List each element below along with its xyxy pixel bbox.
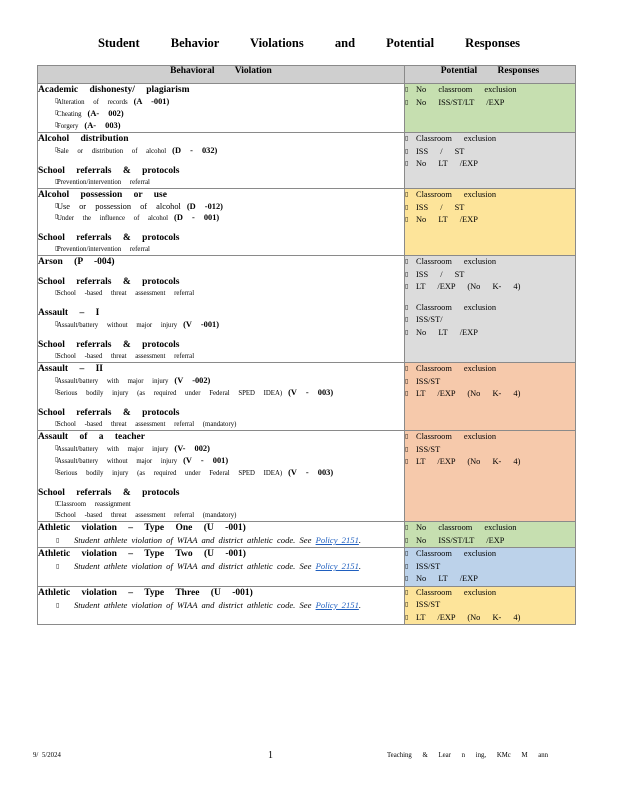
violation-item-text: Use or possession of alcohol [57, 202, 181, 211]
violation-item [38, 419, 404, 430]
violation-code: (V- 002) [174, 444, 210, 453]
response-item: ▯ ISS/ST [405, 599, 575, 612]
violation-code: (A- 003) [84, 121, 121, 130]
violation-item [38, 455, 404, 467]
violation-item [38, 120, 404, 132]
violation-description: ▯ Student athlete violation of WIAA and district athletic code. See Policy 2151. [38, 560, 404, 572]
response-item: ▯ Classroom exclusion [405, 133, 575, 146]
response-cell [405, 363, 576, 431]
violation-item [38, 244, 404, 255]
violation-cell [38, 363, 405, 431]
policy-link[interactable]: Policy 2151 [315, 561, 359, 571]
violation-heading: School referrals & protocols [38, 340, 180, 350]
violation-heading: School referrals & protocols [38, 166, 180, 176]
violation-code: (A- 002) [87, 109, 124, 118]
violation-description: ▯ Student athlete violation of WIAA and district athletic code. See Policy 2151. [38, 599, 404, 611]
violation-heading: School referrals & protocols [38, 233, 180, 243]
violation-heading: Alcohol possession or use [38, 190, 167, 200]
footer-department: Teaching & Lear n ing, KMc M ann [387, 752, 549, 759]
violation-item-text: Cheating [57, 111, 82, 118]
response-item: ▯ ISS / ST [405, 202, 575, 215]
violation-row [38, 363, 576, 431]
document-title: Student Behavior Violations and Potential Responses [97, 36, 521, 50]
violation-cell [38, 84, 405, 133]
violation-description: ▯ Student athlete violation of WIAA and district athletic code. See Policy 2151. [38, 534, 404, 546]
footer-date: 9/ 5/2024 [33, 752, 61, 759]
violations-table [37, 65, 576, 625]
violation-heading: School referrals & protocols [38, 408, 180, 418]
violation-row [38, 133, 576, 189]
violation-item [38, 467, 404, 479]
response-item: ▯ LT /EXP (No K- 4) [405, 456, 575, 469]
violation-item-text: Classroom reassignment [57, 501, 131, 508]
violation-item-text: Assault/battery without major injury [57, 458, 178, 465]
response-item: ▯ Classroom exclusion [405, 431, 575, 444]
violation-item-text: School -based threat assessment referral (mandatory) [57, 512, 237, 519]
response-item: ▯ ISS/ST [405, 561, 575, 574]
response-item: ▯ Classroom exclusion [405, 189, 575, 202]
violation-code: (D - 001) [174, 213, 220, 222]
response-item: ▯ Classroom exclusion [405, 256, 575, 269]
response-item: ▯ No LT /EXP [405, 214, 575, 227]
response-item: ▯ Classroom exclusion [405, 548, 575, 561]
header-responses: Potential Responses [405, 66, 576, 84]
response-item: ▯ LT /EXP (No K- 4) [405, 612, 575, 625]
violation-item [38, 351, 404, 362]
violation-item [38, 145, 404, 157]
page-number: 1 [268, 750, 273, 761]
response-item: ▯ No ISS/ST/LT /EXP [405, 97, 575, 110]
violation-item-text: School -based threat assessment referral [57, 353, 195, 360]
response-item: ▯ ISS / ST [405, 269, 575, 282]
response-cell [405, 256, 576, 363]
violation-item-text: Prevention/intervention referral [57, 246, 150, 253]
violation-item-text: Assault/battery with major injury [57, 378, 169, 385]
violation-heading: Assault of a teacher [38, 432, 145, 442]
violation-item [38, 201, 404, 212]
violation-item-text: School -based threat assessment referral (mandatory) [57, 421, 237, 428]
violation-row [38, 256, 576, 363]
violation-item-text: Alteration of records [57, 99, 128, 106]
violation-item [38, 510, 404, 521]
response-item: ▯ No LT /EXP [405, 158, 575, 171]
violation-heading: Assault – I [38, 308, 100, 318]
violation-item-text: Forgery [57, 123, 79, 130]
violation-cell [38, 586, 405, 625]
violation-item [38, 499, 404, 510]
response-cell [405, 548, 576, 587]
response-item: ▯ LT /EXP (No K- 4) [405, 388, 575, 401]
violation-code: (V - 001) [183, 456, 229, 465]
violation-item [38, 96, 404, 108]
violation-item-text: Serious bodily injury (as required under Federal SPED IDEA) [57, 390, 283, 397]
violation-item [38, 375, 404, 387]
violation-item [38, 108, 404, 120]
response-item: ▯ Classroom exclusion [405, 587, 575, 600]
violation-heading: Athletic violation – Type Three (U -001) [38, 587, 253, 598]
violation-item [38, 212, 404, 224]
violation-cell [38, 548, 405, 587]
header-violation: Behavioral Violation [38, 66, 405, 84]
description-text: Student athlete violation of WIAA and district athletic code. See [74, 599, 312, 610]
violation-row [38, 431, 576, 522]
violation-item-text: Assault/battery without major injury [57, 322, 178, 329]
violation-item [38, 177, 404, 188]
violation-heading: School referrals & protocols [38, 488, 180, 498]
violation-row [38, 189, 576, 256]
violation-item [38, 319, 404, 331]
violation-item-text: Sale or distribution of alcohol [57, 148, 167, 155]
violation-cell [38, 189, 405, 256]
response-item: ▯ ISS/ST/ [405, 314, 575, 327]
response-item: ▯ Classroom exclusion [405, 302, 575, 315]
response-item: ▯ No classroom exclusion [405, 84, 575, 97]
violation-cell [38, 431, 405, 522]
violation-code: (V - 003) [288, 468, 334, 477]
violation-row [38, 84, 576, 133]
violation-item-text: Under the influence of alcohol [57, 215, 169, 222]
description-text: Student athlete violation of WIAA and district athletic code. See [74, 535, 312, 545]
violation-row [38, 522, 576, 548]
violation-row [38, 548, 576, 587]
violation-item [38, 288, 404, 299]
violation-heading: Athletic violation – Type One (U -001) [38, 523, 246, 533]
response-cell [405, 431, 576, 522]
violation-cell [38, 256, 405, 363]
violation-item [38, 387, 404, 399]
violation-heading: Assault – II [38, 364, 103, 374]
response-cell [405, 522, 576, 548]
response-cell [405, 189, 576, 256]
response-item: ▯ No ISS/ST/LT /EXP [405, 535, 575, 548]
violation-heading: Alcohol distribution [38, 134, 129, 144]
violation-heading: Arson (P -004) [38, 257, 115, 267]
response-item: ▯ No classroom exclusion [405, 522, 575, 535]
response-item: ▯ No LT /EXP [405, 327, 575, 340]
violation-heading: Academic dishonesty/ plagiarism [38, 85, 190, 95]
response-cell [405, 84, 576, 133]
response-item: ▯ ISS / ST [405, 146, 575, 159]
violation-code: (D -012) [186, 202, 223, 211]
violation-item-text: Assault/battery with major injury [57, 446, 169, 453]
response-item: ▯ No LT /EXP [405, 573, 575, 586]
response-cell [405, 586, 576, 625]
response-item: ▯ ISS/ST [405, 376, 575, 389]
violation-code: (V - 003) [288, 388, 334, 397]
description-text: Student athlete violation of WIAA and district athletic code. See [74, 561, 312, 571]
violation-cell [38, 522, 405, 548]
response-spacer [405, 294, 575, 302]
violation-code: (V -002) [174, 376, 211, 385]
policy-link[interactable]: Policy 2151 [315, 599, 359, 610]
policy-link[interactable]: Policy 2151 [315, 535, 359, 545]
violation-item-text: Serious bodily injury (as required under Federal SPED IDEA) [57, 470, 283, 477]
response-item: ▯ ISS/ST [405, 444, 575, 457]
response-item: ▯ LT /EXP (No K- 4) [405, 281, 575, 294]
violation-heading: School referrals & protocols [38, 277, 180, 287]
response-cell [405, 133, 576, 189]
violation-heading: Athletic violation – Type Two (U -001) [38, 549, 246, 559]
violation-item-text: Prevention/intervention referral [57, 179, 150, 186]
violation-item [38, 443, 404, 455]
response-item: ▯ Classroom exclusion [405, 363, 575, 376]
violation-cell [38, 133, 405, 189]
violation-code: (V -001) [183, 320, 220, 329]
violation-row [38, 586, 576, 625]
violation-code: (D - 032) [172, 146, 218, 155]
violation-item-text: School -based threat assessment referral [57, 290, 195, 297]
violation-code: (A -001) [133, 97, 170, 106]
